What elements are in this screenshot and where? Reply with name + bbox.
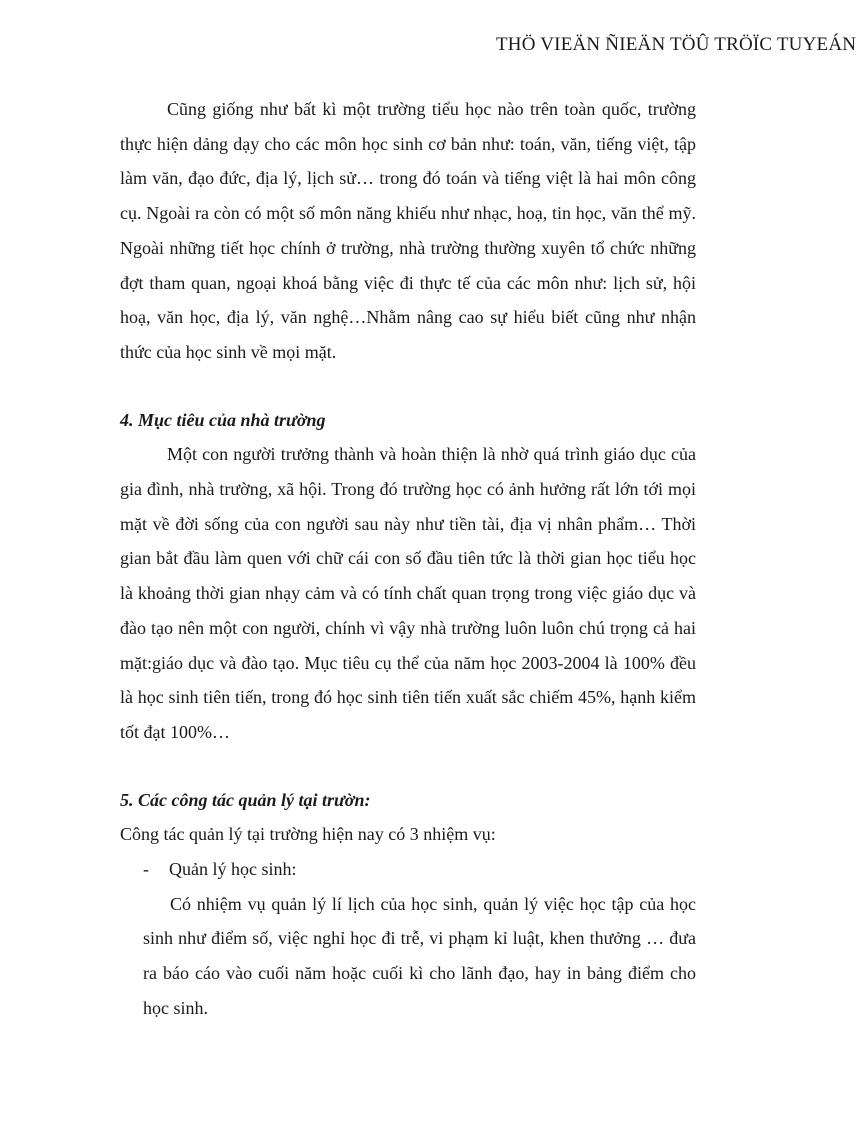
bullet-paragraph: Có nhiệm vụ quản lý lí lịch của học sinh, quản lý việc học tập của học sinh như điểm số, việc nghỉ học đi trễ, vi phạm kỉ luật, khen thưởng … đưa ra báo cáo vào cuối năm hoặc cuối kì cho lãnh đạo, hay in bảng điểm cho học sinh.	[143, 893, 696, 1018]
section-4-paragraph: Một con người trưởng thành và hoàn thiện là nhờ quá trình giáo dục của gia đình, nhà trường, xã hội. Trong đó trường học có ảnh hưởng rất lớn tới mọi mặt về đời sống của con người sau này như tiền tài, địa vị nhân phẩm… Thời gian bắt đầu làm quen với chữ cái con số đầu tiên tức là thời gian học tiểu học là khoảng thời gian nhạy cảm và có tính chất quan trọng trong việc giáo dục và đào tạo nên một con người, chính vì vậy nhà trường luôn luôn chú trọng cả hai mặt:giáo dục và đào tạo. Mục tiêu cụ thể của năm học 2003-2004 là 100% đều là học sinh tiên tiến, trong đó học sinh tiên tiến xuất sắc chiếm 45%, hạnh kiểm tốt đạt 100%…	[120, 444, 696, 742]
section-4-heading: 4. Mục tiêu của nhà trường	[120, 409, 326, 430]
section-5-heading: 5. Các công tác quản lý tại trườn:	[120, 789, 371, 810]
bullet-dash: -	[143, 859, 149, 880]
bullet-item	[120, 852, 696, 887]
header-title: THÖ VIEÄN ÑIEÄN TÖÛ TRÖÏC TUYEÁN	[496, 34, 856, 55]
page-header	[496, 34, 856, 56]
section-5-intro: Công tác quản lý tại trường hiện nay có 3 nhiệm vụ:	[120, 824, 496, 845]
document-body	[120, 92, 696, 1026]
bullet-label: Quản lý học sinh:	[169, 859, 297, 880]
intro-paragraph: Cũng giống như bất kì một trường tiểu học nào trên toàn quốc, trường thực hiện dảng dạy cho các môn học sinh cơ bản như: toán, văn, tiếng việt, tập làm văn, đạo đức, địa lý, lịch sử… trong đó toán và tiếng việt là hai môn công cụ. Ngoài ra còn có một số môn năng khiếu như nhạc, hoạ, tin học, văn thể mỹ. Ngoài những tiết học chính ở trường, nhà trường thường xuyên tổ chức những đợt tham quan, ngoại khoá bằng việc đi thực tế của các môn như: lịch sử, hội hoạ, văn học, địa lý, văn nghệ…Nhằm nâng cao sự hiểu biết cũng như nhận thức của học sinh về mọi mặt.	[120, 99, 696, 362]
